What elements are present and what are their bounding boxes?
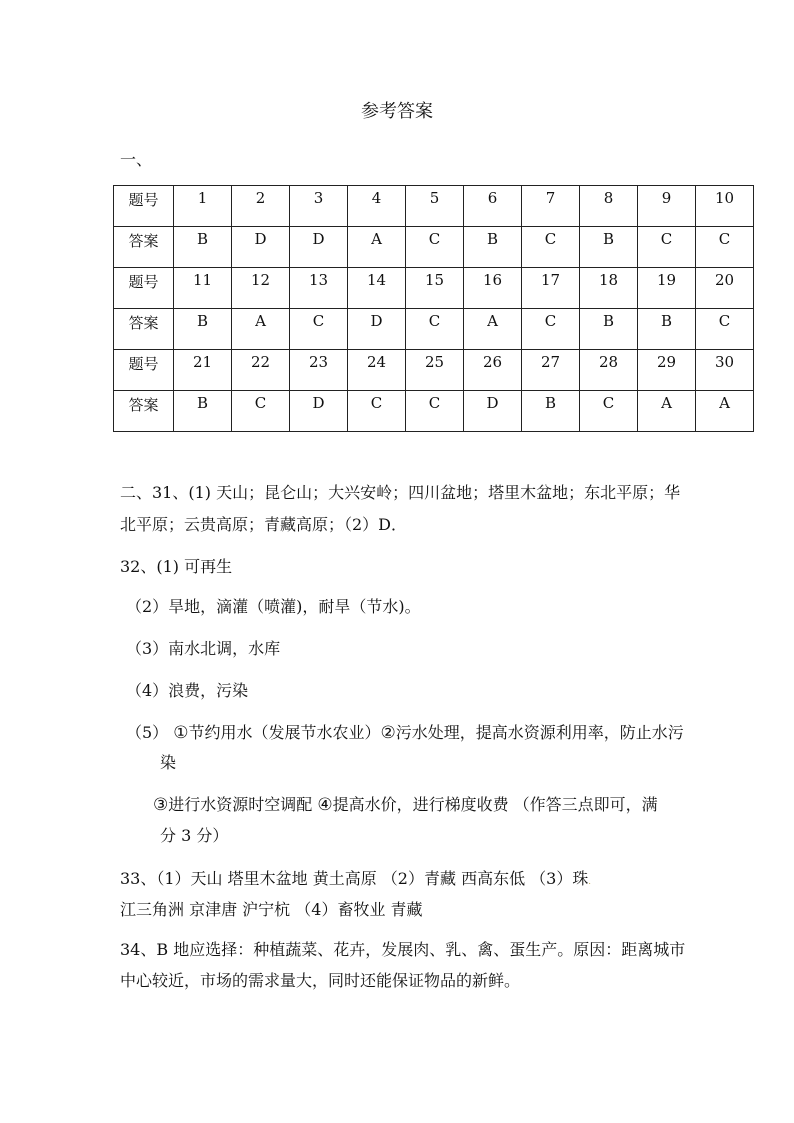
table-cell: 17 — [522, 268, 580, 309]
table-cell: 2 — [232, 186, 290, 227]
table-cell: B — [580, 227, 638, 268]
table-cell: 14 — [348, 268, 406, 309]
table-row-label: 答案 — [114, 227, 174, 268]
table-cell: A — [638, 391, 696, 432]
q32-part-4: （4）浪费，污染 — [126, 681, 249, 700]
table-cell: B — [174, 227, 232, 268]
table-cell: C — [406, 227, 464, 268]
q32-part-5-prefix: （5） — [126, 723, 174, 742]
table-cell: 26 — [464, 350, 522, 391]
table-cell: D — [290, 391, 348, 432]
q34-line-2: 中心较近，市场的需求量大，同时还能保证物品的新鲜。 — [120, 971, 521, 990]
table-cell: B — [522, 391, 580, 432]
q33-line-1-text: 33、（1）天山 塔里木盆地 黄土高原 （2）青藏 西高东低 （3）珠 — [120, 869, 589, 888]
section-one-label: 一、 — [120, 150, 153, 169]
table-cell: 16 — [464, 268, 522, 309]
table-cell: A — [696, 391, 754, 432]
table-row — [114, 350, 754, 391]
q32-part-5-line-3 — [153, 792, 658, 815]
table-cell: 15 — [406, 268, 464, 309]
table-cell: 20 — [696, 268, 754, 309]
table-cell: 1 — [174, 186, 232, 227]
table-cell: 22 — [232, 350, 290, 391]
table-cell: 13 — [290, 268, 348, 309]
table-cell: D — [464, 391, 522, 432]
table-cell: C — [290, 309, 348, 350]
table-cell: D — [348, 309, 406, 350]
table-cell: C — [696, 227, 754, 268]
table-cell: 27 — [522, 350, 580, 391]
table-cell: 24 — [348, 350, 406, 391]
table-cell: C — [522, 309, 580, 350]
table-cell: C — [406, 391, 464, 432]
table-cell: 3 — [290, 186, 348, 227]
table-cell: C — [638, 227, 696, 268]
circled-four: ④ — [317, 795, 333, 815]
table-cell: 8 — [580, 186, 638, 227]
table-cell: A — [464, 309, 522, 350]
table-row — [114, 391, 754, 432]
circled-two: ② — [380, 723, 396, 743]
table-cell: C — [232, 391, 290, 432]
table-cell: 21 — [174, 350, 232, 391]
q32-part-5-line-1 — [126, 720, 684, 743]
table-cell: 23 — [290, 350, 348, 391]
table-cell: A — [348, 227, 406, 268]
table-row — [114, 309, 754, 350]
table-cell: 5 — [406, 186, 464, 227]
table-cell: B — [464, 227, 522, 268]
table-cell: 7 — [522, 186, 580, 227]
table-row — [114, 227, 754, 268]
table-cell: D — [290, 227, 348, 268]
table-cell: B — [174, 309, 232, 350]
table-cell: 28 — [580, 350, 638, 391]
table-row — [114, 186, 754, 227]
table-cell: C — [696, 309, 754, 350]
table-cell: 6 — [464, 186, 522, 227]
table-cell: A — [232, 309, 290, 350]
table-cell: 29 — [638, 350, 696, 391]
table-row-label: 答案 — [114, 391, 174, 432]
q31-line-2: 北平原；云贵高原；青藏高原；（2）D． — [120, 515, 408, 534]
q32-part-5-measure-2: 污水处理，提高水资源利用率，防止水污 — [395, 723, 684, 742]
table-cell: 9 — [638, 186, 696, 227]
table-cell: 18 — [580, 268, 638, 309]
q33-line-1 — [120, 866, 591, 889]
table-cell: 4 — [348, 186, 406, 227]
table-cell: B — [580, 309, 638, 350]
q32-part-3: （3）南水北调，水库 — [126, 639, 281, 658]
q32-part-5-measure-3: 进行水资源时空调配 — [168, 795, 318, 814]
q33-tail-mark: . — [588, 877, 591, 886]
table-cell: C — [348, 391, 406, 432]
table-cell: B — [174, 391, 232, 432]
table-cell: C — [522, 227, 580, 268]
table-row-label: 题号 — [114, 350, 174, 391]
answer-table — [113, 185, 754, 432]
table-cell: 10 — [696, 186, 754, 227]
table-cell: 11 — [174, 268, 232, 309]
q32-part-5-measure-4: 提高水价，进行梯度收费 （作答三点即可，满 — [332, 795, 658, 814]
page-title: 参考答案 — [361, 101, 433, 122]
q32-part-5-line-4: 分 3 分） — [160, 826, 229, 845]
table-cell: C — [406, 309, 464, 350]
table-cell: 12 — [232, 268, 290, 309]
q32-part-1: 32、(1) 可再生 — [120, 557, 233, 576]
q32-part-2: （2）旱地，滴灌（喷灌)，耐旱（节水)。 — [126, 597, 421, 616]
q32-part-5-measure-1: 节约用水（发展节水农业） — [188, 723, 381, 742]
table-row-label: 题号 — [114, 186, 174, 227]
table-cell: 25 — [406, 350, 464, 391]
table-cell: D — [232, 227, 290, 268]
q34-line-1: 34、B 地应选择：种植蔬菜、花卉，发展肉、乳、禽、蛋生产。原因：距离城市 — [120, 940, 686, 959]
table-cell: 30 — [696, 350, 754, 391]
table-row — [114, 268, 754, 309]
table-cell: B — [638, 309, 696, 350]
table-row-label: 题号 — [114, 268, 174, 309]
q33-line-2: 江三角洲 京津唐 沪宁杭 （4）畜牧业 青藏 — [120, 900, 423, 919]
q32-part-5-line-2: 染 — [160, 753, 177, 772]
table-cell: 19 — [638, 268, 696, 309]
table-cell: C — [580, 391, 638, 432]
circled-one: ① — [173, 723, 189, 743]
q31-line-1: 二、31、(1) 天山；昆仑山；大兴安岭；四川盆地；塔里木盆地；东北平原；华 — [120, 483, 681, 502]
table-row-label: 答案 — [114, 309, 174, 350]
circled-three: ③ — [153, 795, 169, 815]
